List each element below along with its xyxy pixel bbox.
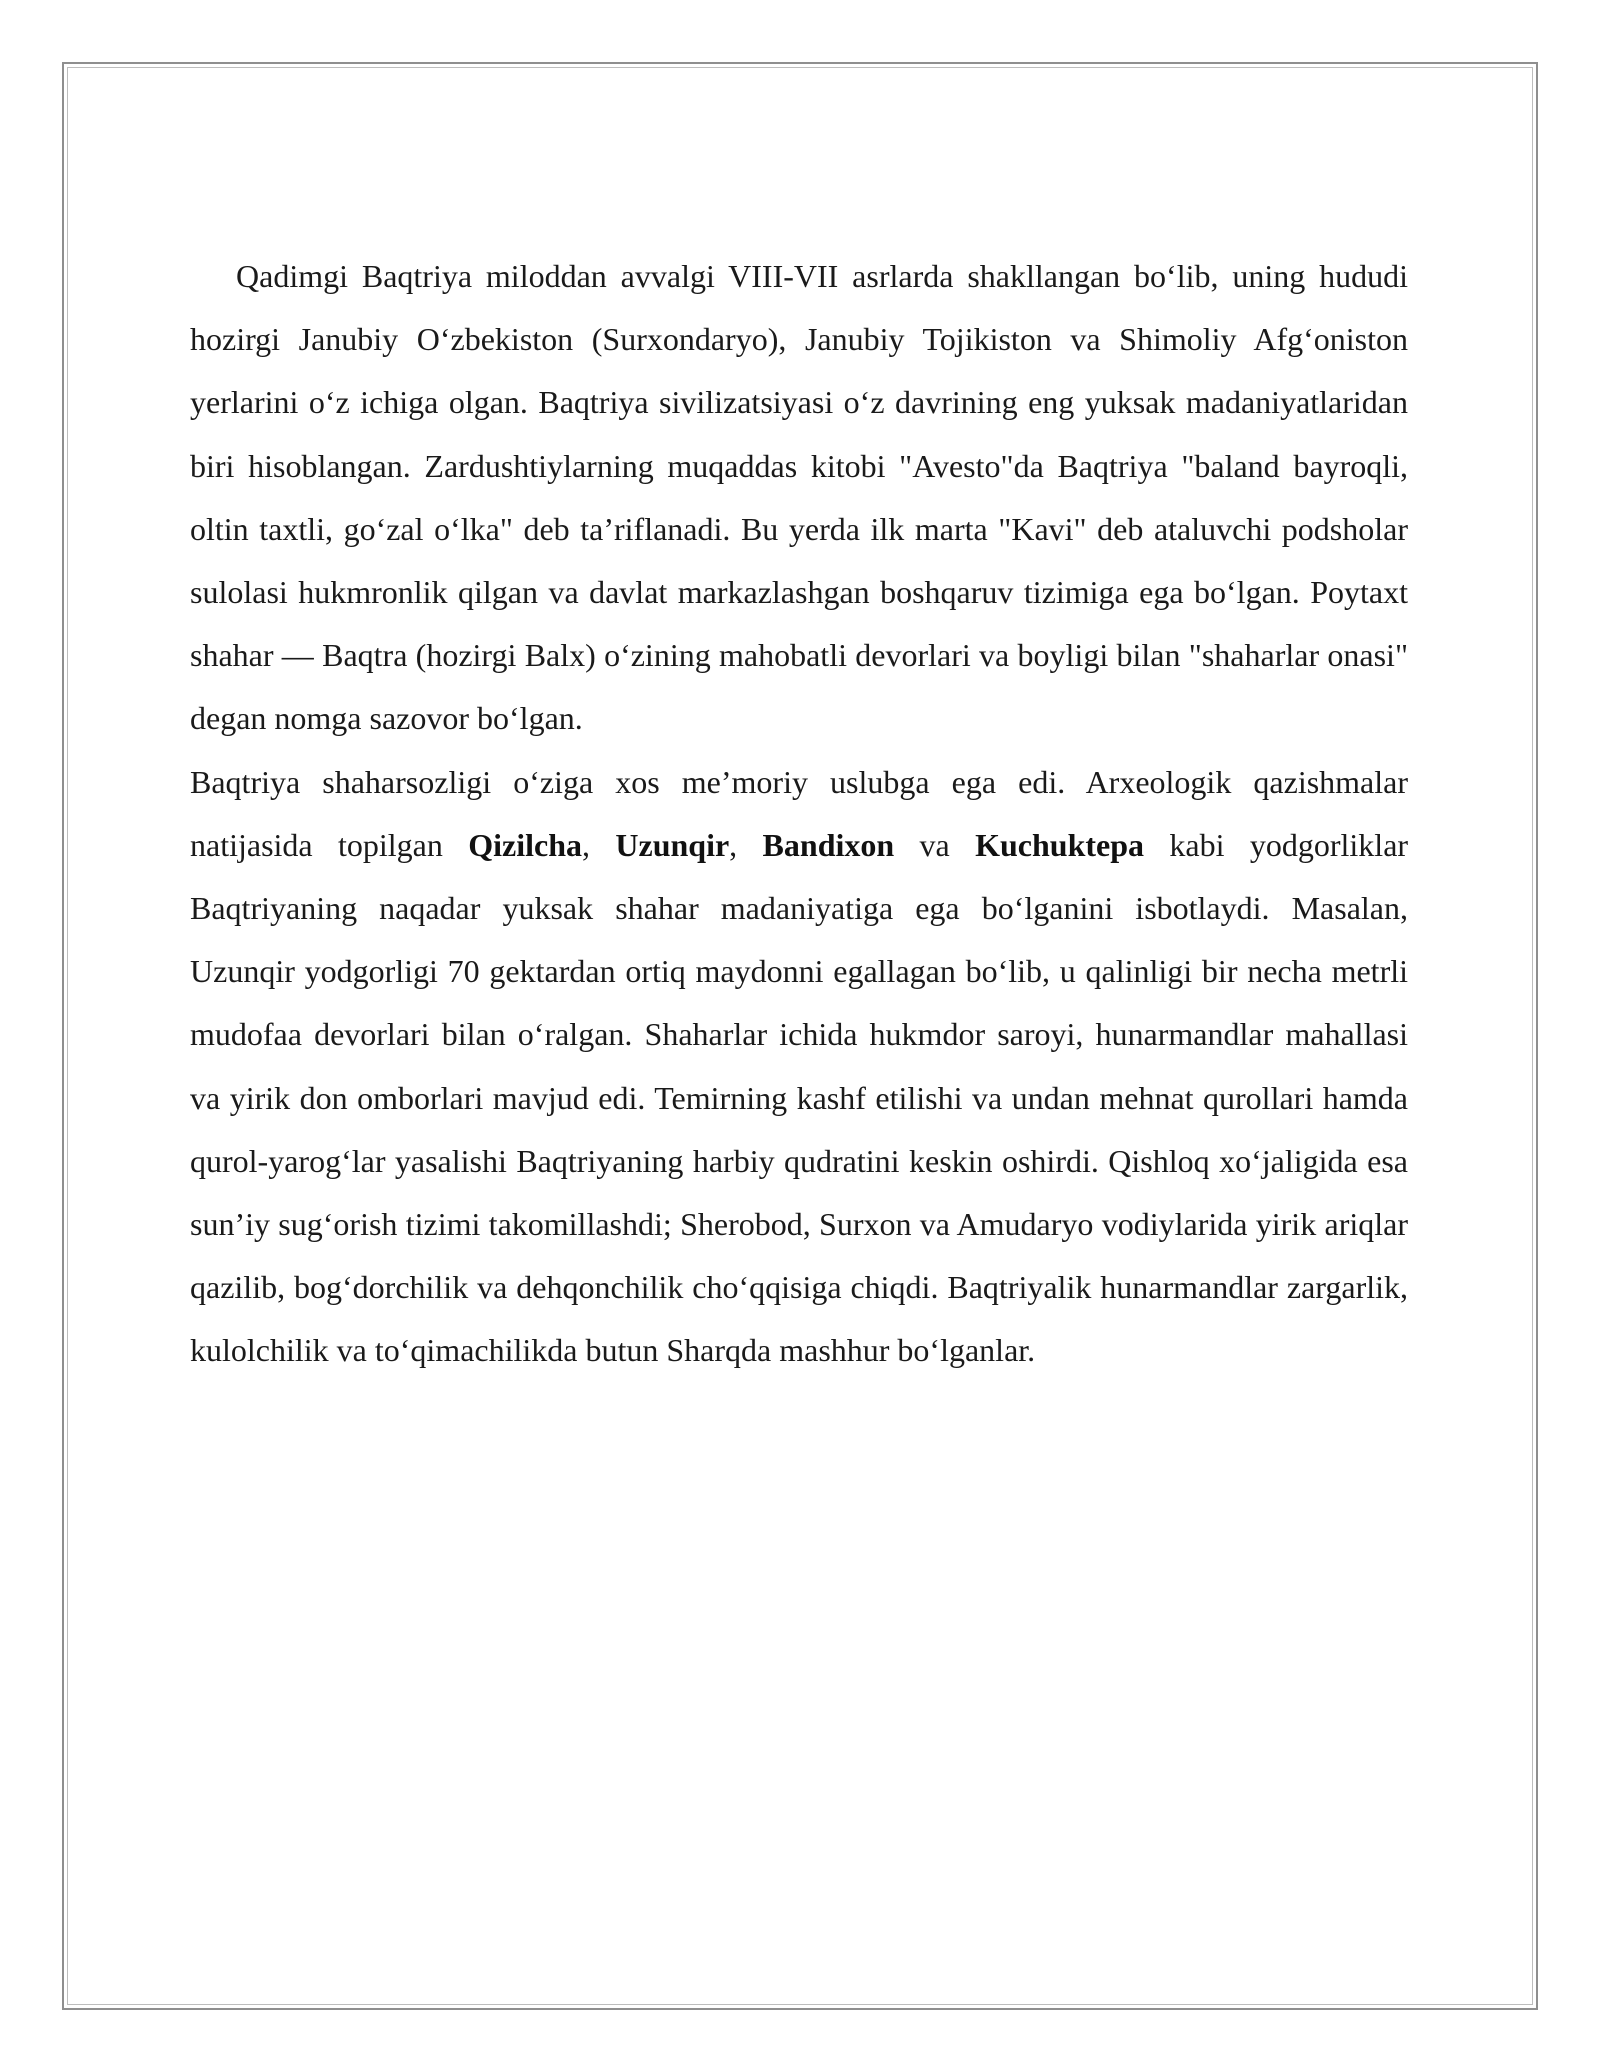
paragraph-2-rest: kabi yodgorliklar Baqtriyaning naqadar yuksak shahar madaniyatiga ega bo‘lganini isbotlaydi. Masalan, Uzunqir yodgorligi 70 gektardan ortiq maydonni egallagan bo‘lib, u qalinligi bir necha metrli mudofaa devorlari bilan o‘ralgan. Shaharlar ichida hukmdor saroyi, hunarmandlar mahallasi va yirik don omborlari mavjud edi. Temirning kashf etilishi va undan mehnat qurollari hamda qurol-yarog‘lar yasalishi Baqtriyaning harbiy qudratini keskin oshirdi. Qishloq xo‘jaligida esa sun’iy sug‘orish tizimi takomillashdi; Sherobod, Surxon va Amudaryo vodiylarida yirik ariqlar qazilib, bog‘dorchilik va dehqonchilik cho‘qqisiga chiqdi. Baqtriyalik hunarmandlar zargarlik, kulolchilik va to‘qimachilikda butun Sharqda mashhur bo‘lganlar.	[190, 826, 1409, 1369]
paragraph-2-intro: Baqtriya shaharsozligi o‘ziga xos me’moriy uslubga ega edi. Arxeologik qazishmalar natijasida topilgan	[190, 763, 1408, 863]
paragraph-1: Qadimgi Baqtriya miloddan avvalgi VIII-VII asrlarda shakllangan bo‘lib, uning hududi hozirgi Janubiy O‘zbekiston (Surxondaryo), Janubiy Tojikiston va Shimoliy Afg‘oniston yerlarini o‘z ichiga olgan. Baqtriya sivilizatsiyasi o‘z davrining eng yuksak madaniyatlaridan biri hisoblangan. Zardushtiylarning muqaddas kitobi "Avesto"da Baqtriya "baland bayroqli, oltin taxtli, go‘zal o‘lka" deb ta’riflanadi. Bu yerda ilk marta "Kavi" deb ataluvchi podsholar sulolasi hukmronlik qilgan va davlat markazlashgan boshqaruv tizimiga ega bo‘lgan. Poytaxt shahar — Baqtra (hozirgi Balx) o‘zining mahobatli devorlari va boyligi bilan "shaharlar onasi" degan nomga sazovor bo‘lgan.	[190, 258, 1408, 737]
separator: va	[894, 826, 976, 863]
site-name-bandixon: Bandixon	[762, 826, 895, 863]
site-name-qizilcha: Qizilcha	[468, 826, 582, 863]
site-name-uzunqir: Uzunqir	[615, 826, 730, 863]
separator: ,	[729, 826, 763, 863]
site-name-kuchuktepa: Kuchuktepa	[975, 826, 1145, 863]
separator: ,	[582, 826, 616, 863]
paragraph-2	[190, 751, 1408, 1383]
document-body	[190, 245, 1408, 1383]
